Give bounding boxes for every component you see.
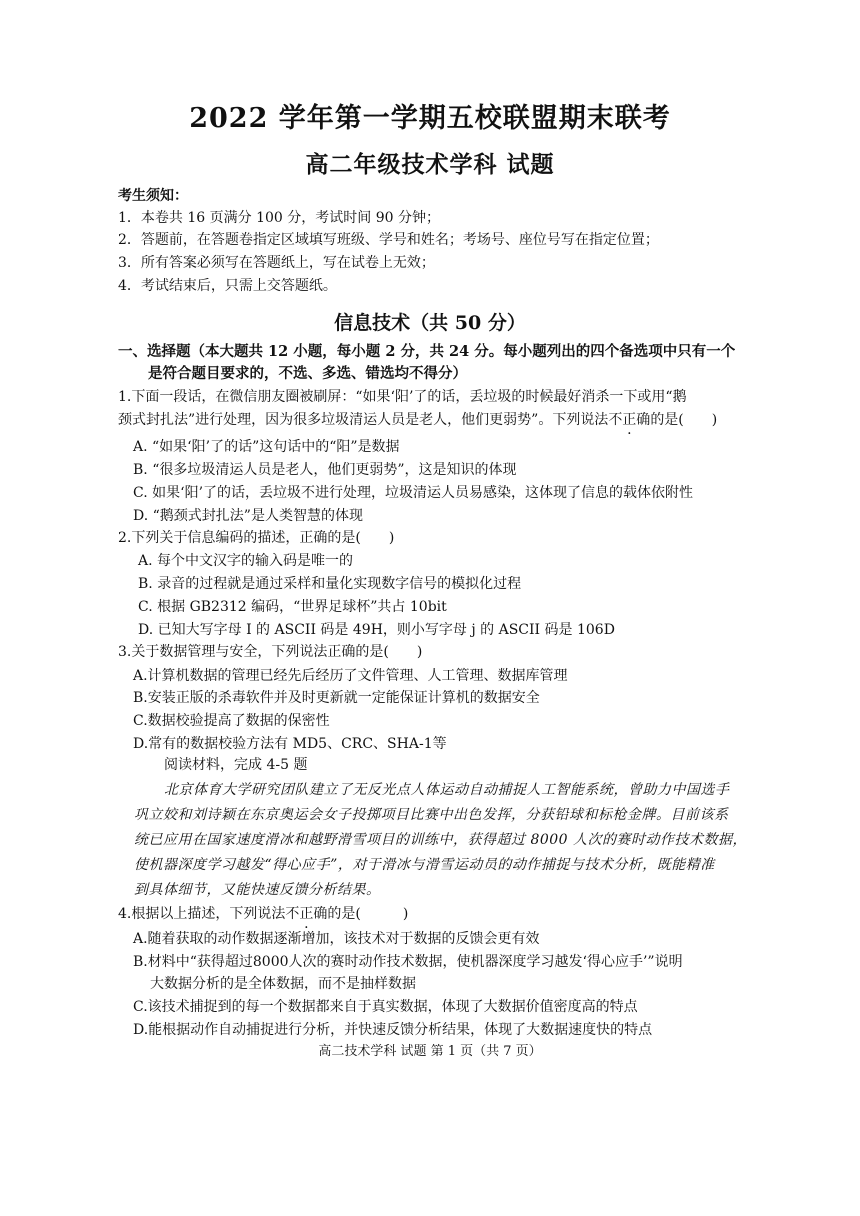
part-heading: 一、选择题（本大题共 12 小题，每小题 2 分，共 24 分。每小题列出的四个备选项中只有一个 [118, 343, 736, 360]
question-1-stem-cont [118, 410, 717, 430]
q4-answer-blank: 的是( ) [327, 906, 409, 922]
emphasis-text: 不正确 [285, 906, 328, 922]
q4-stem-text: 4.根据以上描述，下列说法 [118, 906, 286, 922]
q3-option-b: B.安装正版的杀毒软件并及时更新就一定能保证计算机的数据安全 [133, 690, 540, 706]
question-1-stem: 1.下面一段话，在微信朋友圈被刷屏：“如果‘阳’了的话，丢垃圾的时候最好消杀一下或用“鹅 [118, 389, 687, 405]
question-4-stem [118, 904, 408, 924]
exam-subtitle: 高二年级技术学科 试题 [305, 151, 555, 178]
emphasis-text: 不正确 [608, 412, 651, 428]
q3-option-a: A.计算机数据的管理已经先后经历了文件管理、人工管理、数据库管理 [133, 668, 568, 684]
q4-option-c: C.该技术捕捉到的每一个数据都来自于真实数据，体现了大数据价值密度高的特点 [133, 999, 638, 1015]
q1-option-d: D. “鹅颈式封扎法”是人类智慧的体现 [133, 508, 363, 524]
reading-paragraph-line: 巩立姣和刘诗颖在东京奥运会女子投掷项目比赛中出色发挥，分获铅球和标枪金牌。目前该系 [134, 807, 729, 823]
q2-option-a: A. 每个中文汉字的输入码是唯一的 [138, 553, 354, 569]
reading-paragraph-line: 北京体育大学研究团队建立了无反光点人体运动自动捕捉人工智能系统，曾助力中国选手 [164, 782, 730, 798]
reading-intro: 阅读材料，完成 4-5 题 [164, 757, 308, 773]
q3-option-d: D.常有的数据校验方法有 MD5、CRC、SHA-1等 [133, 736, 447, 752]
notice-heading: 考生须知： [118, 188, 188, 204]
q4-option-b: B.材料中“获得超过8000人次的赛时动作技术数据，使机器深度学习越发‘得心应手’”说明 [133, 954, 683, 970]
q1-stem-text: 颈式封扎法”进行处理，因为很多垃圾清运人员是老人，他们更弱势”。下列说法 [118, 412, 609, 428]
q2-option-c: C. 根据 GB2312 编码，“世界足球杯”共占 10bit [138, 599, 447, 615]
notice-item: 2．答题前，在答题卷指定区域填写班级、学号和姓名；考场号、座位号写在指定位置； [118, 232, 659, 248]
notice-item: 3．所有答案必须写在答题纸上，写在试卷上无效； [118, 255, 435, 271]
notice-item: 1．本卷共 16 页满分 100 分，考试时间 90 分钟； [118, 210, 440, 226]
page-footer: 高二技术学科 试题 第 1 页（共 7 页） [318, 1044, 542, 1059]
q1-option-a: A. “如果‘阳’了的话”这句话中的“阳”是数据 [133, 439, 400, 455]
q4-option-d: D.能根据动作自动捕捉进行分析，并快速反馈分析结果，体现了大数据速度快的特点 [133, 1022, 653, 1038]
q1-answer-blank: 的是( ) [650, 412, 718, 428]
question-2-stem: 2.下列关于信息编码的描述，正确的是( ) [118, 530, 395, 546]
q4-option-a: A.随着获取的动作数据逐渐增加，该技术对于数据的反馈会更有效 [133, 931, 540, 947]
q2-option-b: B. 录音的过程就是通过采样和量化实现数字信号的模拟化过程 [138, 576, 522, 592]
reading-paragraph-line: 统已应用在国家速度滑冰和越野滑雪项目的训练中，获得超过 8000 人次的赛时动作技术数据， [134, 832, 748, 848]
q1-option-b: B. “很多垃圾清运人员是老人，他们更弱势”，这是知识的体现 [133, 462, 517, 478]
q1-option-c: C. 如果‘阳’了的话，丢垃圾不进行处理，垃圾清运人员易感染，这体现了信息的载体依附性 [133, 485, 694, 501]
q4-option-b-cont: 大数据分析的是全体数据，而不是抽样数据 [150, 976, 416, 992]
notice-item: 4．考试结束后，只需上交答题纸。 [118, 278, 337, 294]
part-heading-cont: 是符合题目要求的，不选、多选、错选均不得分） [148, 365, 467, 382]
question-3-stem: 3.关于数据管理与安全，下列说法正确的是( ) [118, 644, 423, 660]
q3-option-c: C.数据校验提高了数据的保密性 [133, 713, 330, 729]
reading-paragraph-line: 使机器深度学习越发“得心应手”，对于滑冰与滑雪运动员的动作捕捉与技术分析，既能精准 [134, 857, 715, 873]
exam-title: 2022 学年第一学期五校联盟期末联考 [189, 103, 671, 134]
section-title: 信息技术（共 50 分） [334, 312, 526, 334]
reading-paragraph-line: 到具体细节，又能快速反馈分析结果。 [134, 882, 381, 898]
q2-option-d: D. 已知大写字母 I 的 ASCII 码是 49H，则小写字母 j 的 ASCII 码是 106D [138, 622, 615, 638]
